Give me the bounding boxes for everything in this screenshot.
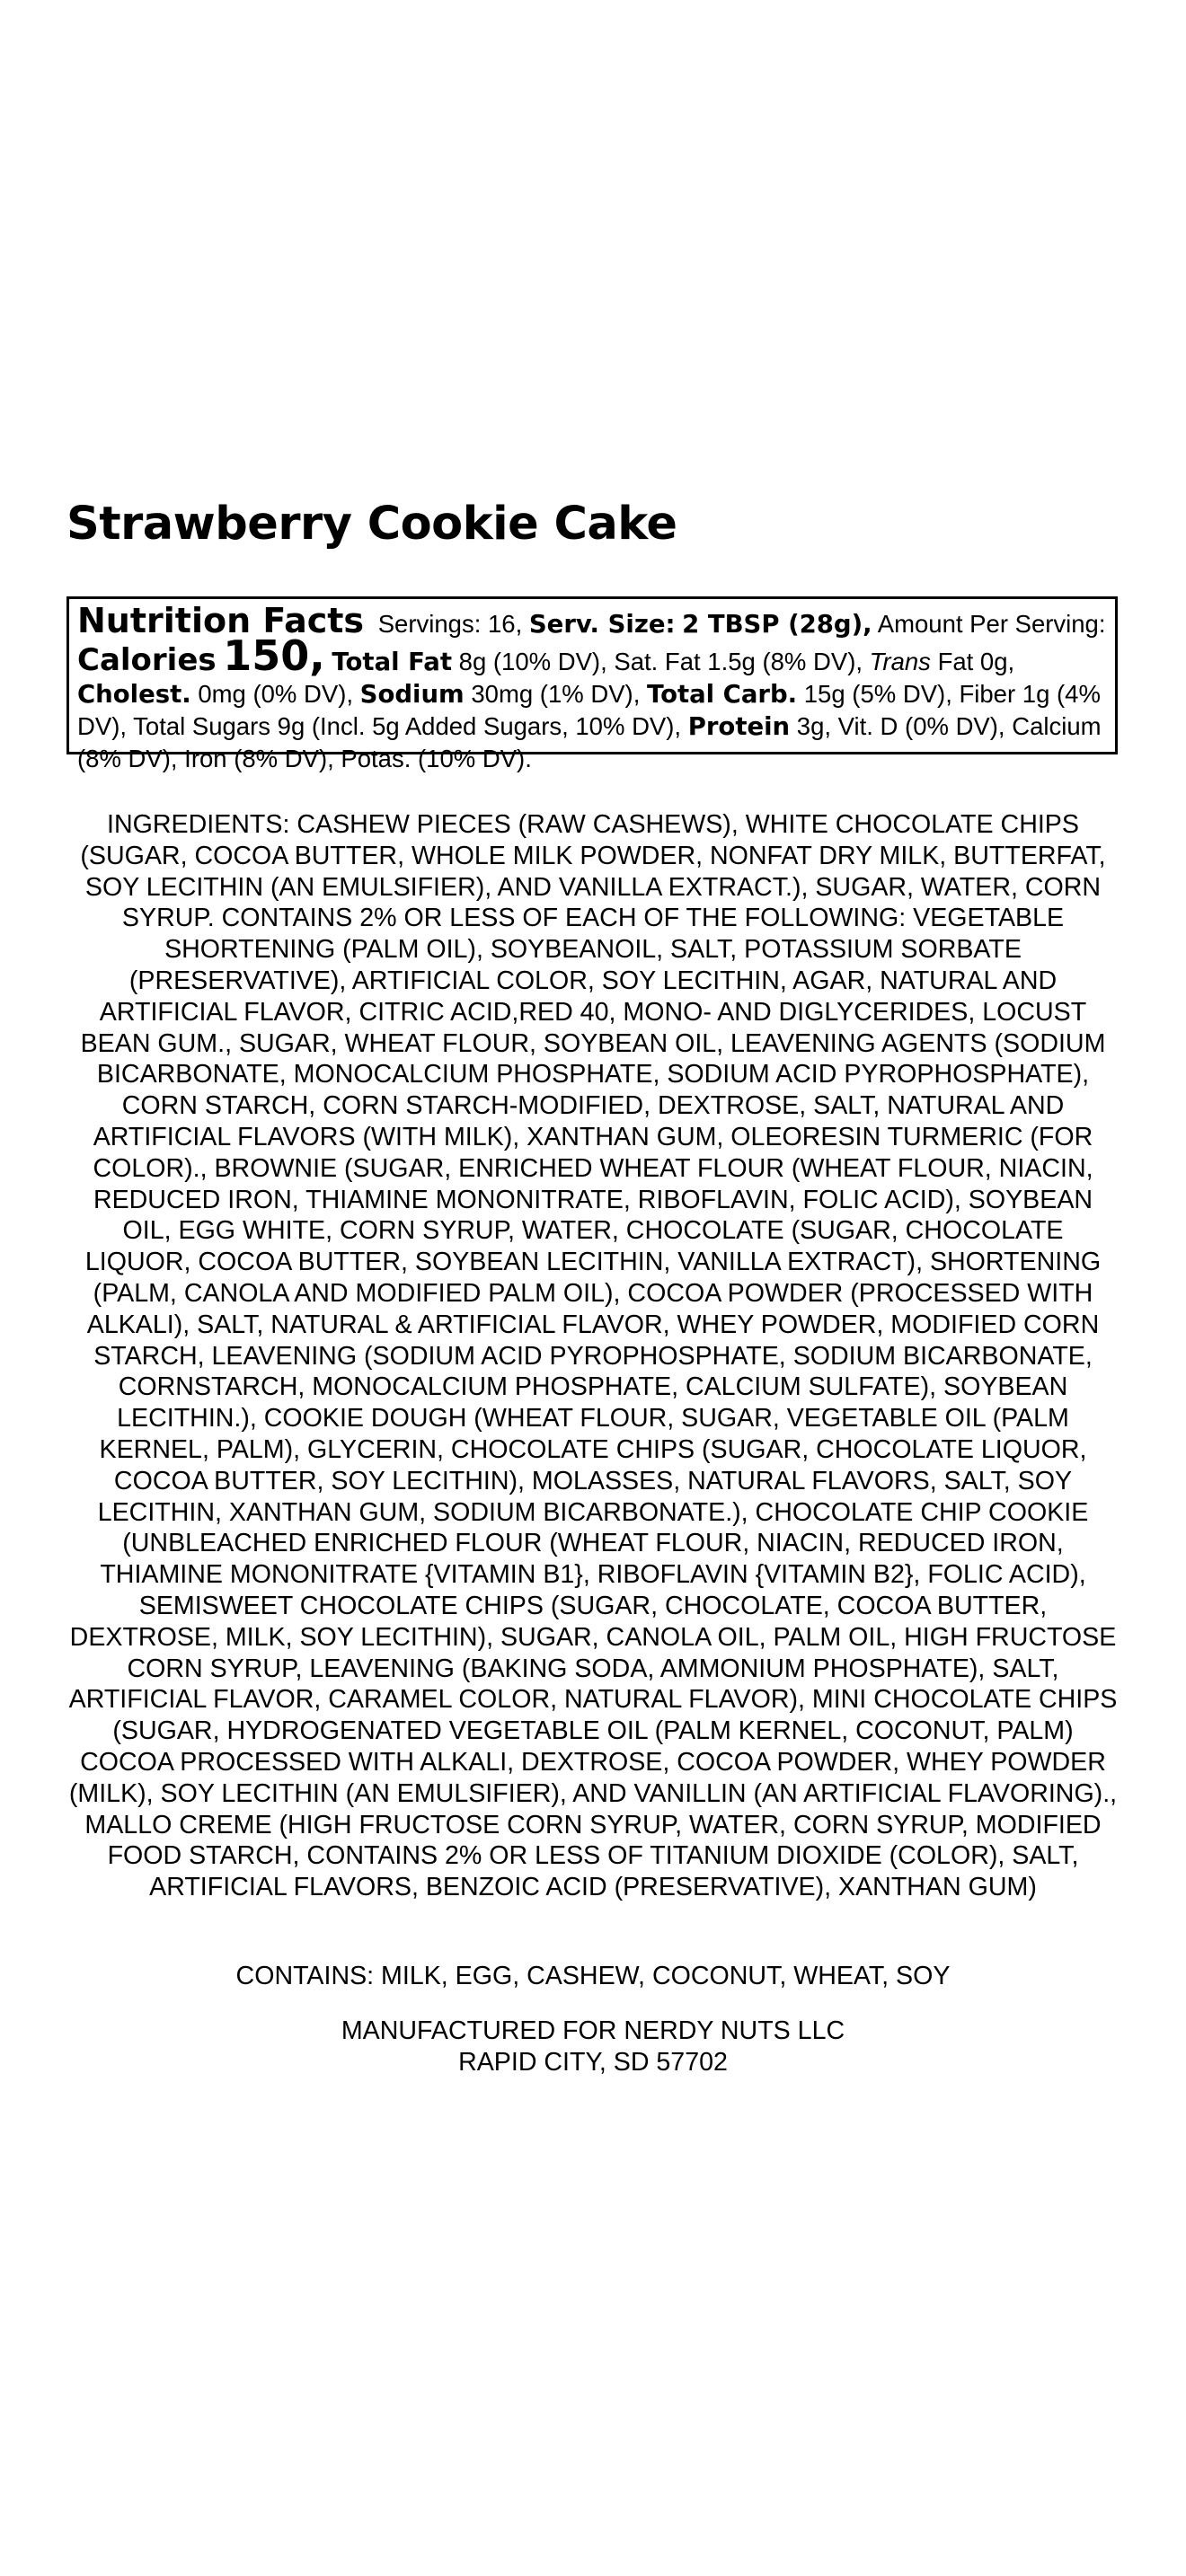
cholesterol-label: Cholest. xyxy=(77,680,191,709)
fiber-sugars-text: Fiber 1g (4% DV), Total Sugars 9g (Incl. 5g Added Sugars, 10% DV), xyxy=(77,680,1101,740)
calories-value: 150, xyxy=(223,631,325,680)
product-title: Strawberry Cookie Cake xyxy=(66,498,677,551)
ingredients-list: INGREDIENTS: CASHEW PIECES (RAW CASHEWS), WHITE CHOCOLATE CHIPS (SUGAR, COCOA BUTTER, WHOLE MILK POWDER, NONFAT DRY MILK, BUTTERFAT, SOY LECITHIN (AN EMULSIFIER), AND VANILLA EXTRACT.), SUGAR, WATER, CORN SYRUP. CONTAINS 2% OR LESS OF EACH OF THE FOLLOWING: VEGETABLE SHORTENING (PALM OIL), SOYBEANOIL, SALT, POTASSIUM SORBATE (PRESERVATIVE), ARTIFICIAL COLOR, SOY LECITHIN, AGAR, NATURAL AND ARTIFICIAL FLAVOR, CITRIC ACID,RED 40, MONO- AND DIGLYCERIDES, LOCUST BEAN GUM., SUGAR, WHEAT FLOUR, SOYBEAN OIL, LEAVENING AGENTS (SODIUM BICARBONATE, MONOCALCIUM PHOSPHATE, SODIUM ACID PYROPHOSPHATE), CORN STARCH, CORN STARCH-MODIFIED, DEXTROSE, SALT, NATURAL AND ARTIFICIAL FLAVORS (WITH MILK), XANTHAN GUM, OLEORESIN TURMERIC (FOR COLOR)., BROWNIE (SUGAR, ENRICHED WHEAT FLOUR (WHEAT FLOUR, NIACIN, REDUCED IRON, THIAMINE MONONITRATE, RIBOFLAVIN, FOLIC ACID), SOYBEAN OIL, EGG WHITE, CORN SYRUP, WATER, CHOCOLATE (SUGAR, CHOCOLATE LIQUOR, COCOA BUTTER, SOYBEAN LECITHIN, VANILLA EXTRACT), SHORTENING (PALM, CANOLA AND MODIFIED PALM OIL), COCOA POWDER (PROCESSED WITH ALKALI), SALT, NATURAL & ARTIFICIAL FLAVOR, WHEY POWDER, MODIFIED CORN STARCH, LEAVENING (SODIUM ACID PYROPHOSPHATE, SODIUM BICARBONATE, CORNSTARCH, MONOCALCIUM PHOSPHATE, CALCIUM SULFATE), SOYBEAN LECITHIN.), COOKIE DOUGH (WHEAT FLOUR, SUGAR, VEGETABLE OIL (PALM KERNEL, PALM), GLYCERIN, CHOCOLATE CHIPS (SUGAR, CHOCOLATE LIQUOR, COCOA BUTTER, SOY LECITHIN), MOLASSES, NATURAL FLAVORS, SALT, SOY LECITHIN, XANTHAN GUM, SODIUM BICARBONATE.), CHOCOLATE CHIP COOKIE (UNBLEACHED ENRICHED FLOUR (WHEAT FLOUR, NIACIN, REDUCED IRON, THIAMINE MONONITRATE {VITAMIN B1}, RIBOFLAVIN {VITAMIN B2}, FOLIC ACID), SEMISWEET CHOCOLATE CHIPS (SUGAR, CHOCOLATE, COCOA BUTTER, DEXTROSE, MILK, SOY LECITHIN), SUGAR, CANOLA OIL, PALM OIL, HIGH FRUCTOSE CORN SYRUP, LEAVENING (BAKING SODA, AMMONIUM PHOSPHATE), SALT, ARTIFICIAL FLAVOR, CARAMEL COLOR, NATURAL FLAVOR), MINI CHOCOLATE CHIPS (SUGAR, HYDROGENATED VEGETABLE OIL (PALM KERNEL, COCONUT, PALM) COCOA PROCESSED WITH ALKALI, DEXTROSE, COCOA POWDER, WHEY POWDER (MILK), SOY LECITHIN (AN EMULSIFIER), AND VANILLIN (AN ARTIFICIAL FLAVORING)., MALLO CREME (HIGH FRUCTOSE CORN SYRUP, WATER, CORN SYRUP, MODIFIED FOOD STARCH, CONTAINS 2% OR LESS OF TITANIUM DIOXIDE (COLOR), SALT, ARTIFICIAL FLAVORS, BENZOIC ACID (PRESERVATIVE), XANTHAN GUM) xyxy=(68,810,1118,1902)
protein-value: 3g, xyxy=(796,712,832,740)
manufacturer-address: RAPID CITY, SD 57702 xyxy=(458,2048,728,2077)
manufacturer-info xyxy=(66,2016,1120,2078)
trans-fat-value: Fat 0g, xyxy=(937,648,1015,675)
sodium-value: 30mg (1% DV), xyxy=(471,680,641,708)
total-carb-value: 15g (5% DV), xyxy=(803,680,952,708)
trans-fat-label: Trans xyxy=(869,648,931,675)
manufacturer-name: MANUFACTURED FOR NERDY NUTS LLC xyxy=(341,2016,845,2045)
nutrition-facts-heading: Nutrition Facts xyxy=(77,601,365,640)
allergen-statement: CONTAINS: MILK, EGG, CASHEW, COCONUT, WHEAT, SOY xyxy=(235,1962,951,1990)
sat-fat-text: Sat. Fat 1.5g (8% DV), xyxy=(614,648,863,675)
calories-label: Calories xyxy=(77,642,217,678)
serving-size-label: Serv. Size: xyxy=(528,610,676,639)
protein-label: Protein xyxy=(687,712,791,741)
nutrition-facts-panel xyxy=(66,596,1118,772)
total-fat-value: 8g (10% DV), xyxy=(458,648,607,675)
servings-text: Servings: 16, xyxy=(377,610,523,638)
cholesterol-value: 0mg (0% DV), xyxy=(198,680,354,708)
nutrition-facts-text xyxy=(77,601,1107,774)
total-carb-label: Total Carb. xyxy=(646,680,798,709)
amount-per-serving-text: Amount Per Serving: xyxy=(877,610,1106,638)
vitamins-minerals-text: Vit. D (0% DV), Calcium (8% DV), Iron (8% DV), Potas. (10% DV). xyxy=(77,712,1102,772)
serving-size-value: 2 TBSP (28g), xyxy=(682,610,872,639)
total-fat-label: Total Fat xyxy=(332,648,453,676)
sodium-label: Sodium xyxy=(359,680,465,709)
